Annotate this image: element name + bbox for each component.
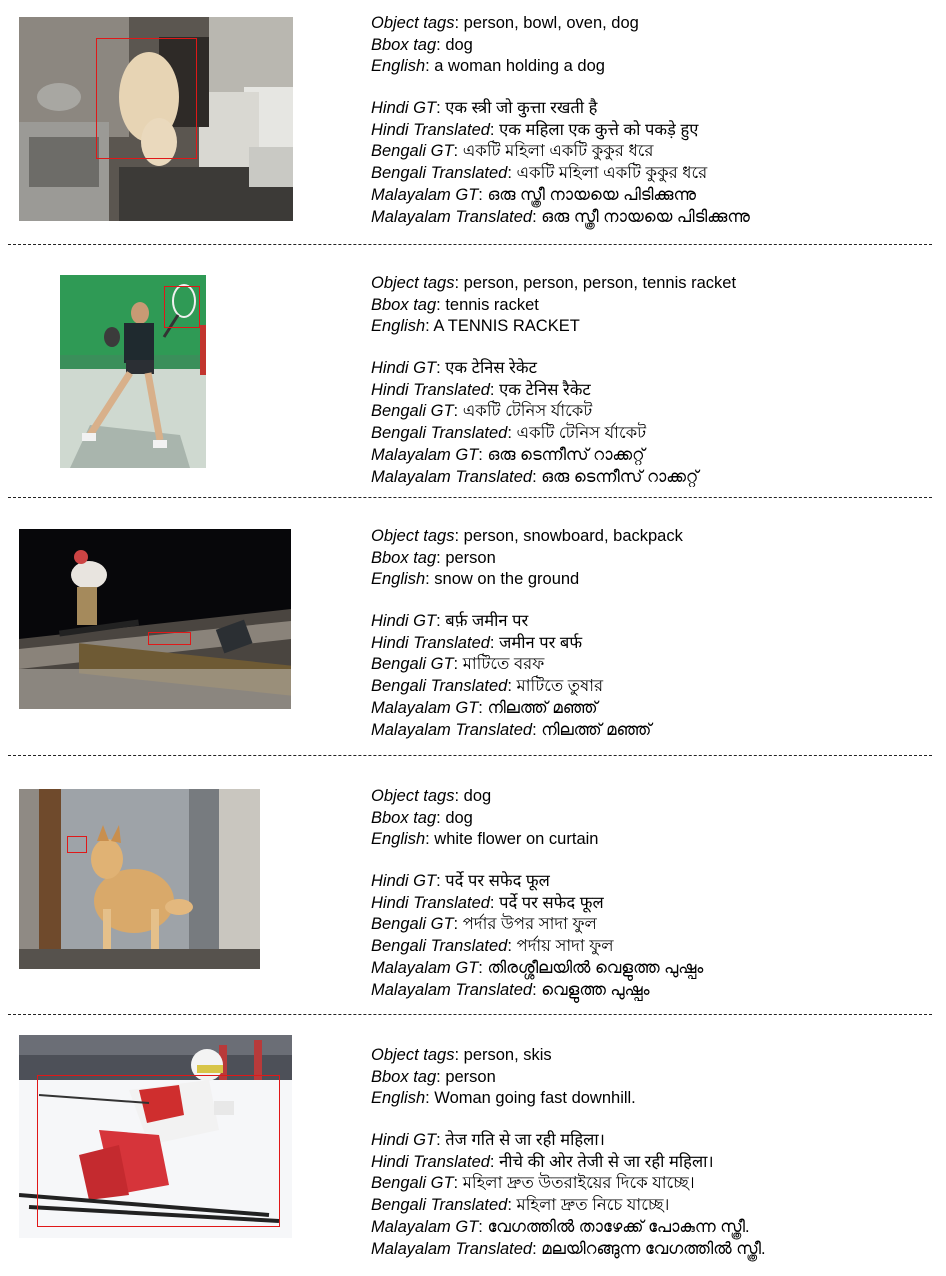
caption-block xyxy=(371,1045,766,1260)
photo-woman-holding-dog xyxy=(19,17,293,221)
malayalam-translated-line: Malayalam Translated: മലയിറങ്ങുന്ന വേഗത്തിൽ സ്ത്രീ. xyxy=(371,1239,766,1258)
english-line: English: a woman holding a dog xyxy=(371,57,605,76)
photo-snowboarder-night xyxy=(19,529,291,709)
malayalam-gt-line: Malayalam GT: നിലത്ത് മഞ്ഞ് xyxy=(371,698,598,717)
dashed-divider xyxy=(8,244,932,245)
hindi-translated-line: Hindi Translated: जमीन पर बर्फ xyxy=(371,633,583,652)
photo-tennis-player xyxy=(60,275,206,468)
hindi-gt-line: Hindi GT: पर्दे पर सफेद फूल xyxy=(371,872,550,891)
english-line: English: snow on the ground xyxy=(371,570,580,589)
english-line: English: white flower on curtain xyxy=(371,830,599,849)
object-tags-line: Object tags: person, skis xyxy=(371,1046,552,1064)
caption-block xyxy=(371,786,703,1001)
hindi-gt-line: Hindi GT: एक टेनिस रेकेट xyxy=(371,359,537,378)
bbox-tag-line: Bbox tag: dog xyxy=(371,808,473,827)
bounding-box xyxy=(67,836,87,853)
bengali-translated-line: Bengali Translated: মহিলা দ্রুত নিচে যাচ্ছে। xyxy=(371,1196,670,1215)
bounding-box xyxy=(96,38,197,159)
malayalam-gt-line: Malayalam GT: തിരശ്ശീലയിൽ വെളുത്ത പുഷ്പം xyxy=(371,958,704,977)
bengali-translated-line: Bengali Translated: একটি টেনিস র্যাকেট xyxy=(371,424,647,443)
object-tags-line: Object tags: person, snowboard, backpack xyxy=(371,527,683,545)
caption-block xyxy=(371,273,736,488)
bengali-translated-line: Bengali Translated: পর্দায় সাদা ফুল xyxy=(371,937,614,956)
dashed-divider xyxy=(8,497,932,498)
dashed-divider xyxy=(8,755,932,756)
bengali-translated-line: Bengali Translated: একটি মহিলা একটি কুকুর ধরে xyxy=(371,164,708,183)
object-tags-line: Object tags: person, person, person, tennis racket xyxy=(371,274,737,292)
bengali-gt-line: Bengali GT: একটি টেনিস র্যাকেট xyxy=(371,402,593,421)
bounding-box xyxy=(37,1075,280,1227)
english-line: English: A TENNIS RACKET xyxy=(371,317,580,336)
hindi-translated-line: Hindi Translated: एक महिला एक कुत्ते को पकड़े हुए xyxy=(371,120,699,139)
dashed-divider xyxy=(8,1014,932,1015)
bbox-tag-line: Bbox tag: person xyxy=(371,548,496,567)
hindi-translated-line: Hindi Translated: पर्दे पर सफेद फूल xyxy=(371,893,604,912)
english-line: English: Woman going fast downhill. xyxy=(371,1089,636,1108)
malayalam-gt-line: Malayalam GT: ഒരു ടെന്നീസ് റാക്കറ്റ് xyxy=(371,445,645,464)
malayalam-translated-line: Malayalam Translated: വെളുത്ത പുഷ്പം xyxy=(371,980,650,999)
bbox-tag-line: Bbox tag: person xyxy=(371,1067,496,1086)
object-tags-line: Object tags: person, bowl, oven, dog xyxy=(371,14,639,32)
hindi-gt-line: Hindi GT: एक स्त्री जो कुत्ता रखती है xyxy=(371,99,598,118)
bounding-box xyxy=(148,632,191,645)
malayalam-gt-line: Malayalam GT: ഒരു സ്ത്രീ നായയെ പിടിക്കുന്നു xyxy=(371,185,696,204)
photo-skier-downhill xyxy=(19,1035,292,1238)
bengali-gt-line: Bengali GT: পর্দার উপর সাদা ফুল xyxy=(371,915,597,934)
hindi-translated-line: Hindi Translated: नीचे की ओर तेजी से जा रही महिला। xyxy=(371,1152,714,1171)
object-tags-line: Object tags: dog xyxy=(371,787,492,805)
bbox-tag-line: Bbox tag: dog xyxy=(371,35,473,54)
bengali-translated-line: Bengali Translated: মাটিতে তুষার xyxy=(371,677,604,696)
hindi-gt-line: Hindi GT: बर्फ़ जमीन पर xyxy=(371,612,529,631)
malayalam-translated-line: Malayalam Translated: ഒരു സ്ത്രീ നായയെ പിടിക്കുന്നു xyxy=(371,207,750,226)
bengali-gt-line: Bengali GT: মাটিতে বরফ xyxy=(371,655,545,674)
bengali-gt-line: Bengali GT: মহিলা দ্রুত উতরাইয়ের দিকে যাচ্ছে। xyxy=(371,1174,695,1193)
bengali-gt-line: Bengali GT: একটি মহিলা একটি কুকুর ধরে xyxy=(371,142,654,161)
bounding-box xyxy=(164,286,200,328)
caption-block xyxy=(371,526,683,741)
photo-dog-by-curtain xyxy=(19,789,260,969)
hindi-gt-line: Hindi GT: तेज गति से जा रही महिला। xyxy=(371,1131,605,1150)
caption-block xyxy=(371,13,750,228)
malayalam-translated-line: Malayalam Translated: ഒരു ടെന്നീസ് റാക്കറ്റ് xyxy=(371,467,699,486)
malayalam-gt-line: Malayalam GT: വേഗത്തിൽ താഴേക്ക് പോകുന്ന സ്ത്രീ. xyxy=(371,1217,750,1236)
bbox-tag-line: Bbox tag: tennis racket xyxy=(371,295,539,314)
malayalam-translated-line: Malayalam Translated: നിലത്ത് മഞ്ഞ് xyxy=(371,720,652,739)
hindi-translated-line: Hindi Translated: एक टेनिस रैकेट xyxy=(371,380,591,399)
